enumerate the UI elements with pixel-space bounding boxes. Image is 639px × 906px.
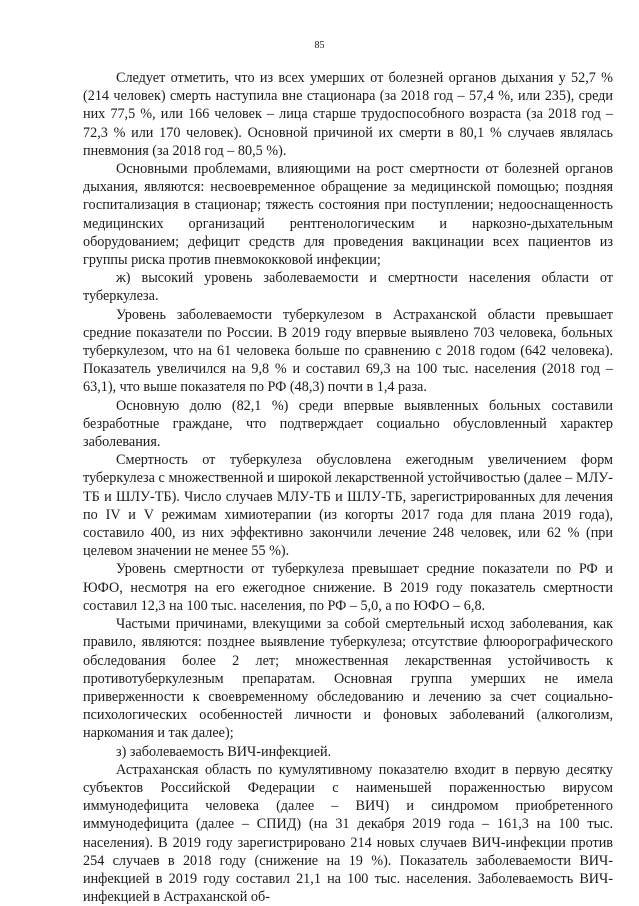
paragraph: Астраханская область по кумулятивному показателю входит в первую десятку субъектов Российской Федерации с наименьшей пораженностью вирусом иммунодефицита человека (далее – ВИЧ) и синдромом приобретенного иммунодефицита (далее – СПИД) (на 31 декабря 2019 года – 161,3 на 100 тыс. населения). В 2019 году зарегистрировано 214 новых случаев ВИЧ-инфекции против 254 случаев в 2018 году (снижение на 19 %). Показатель заболеваемости ВИЧ-инфекцией в 2019 году составил 21,1 на 100 тыс. населения. Заболеваемость ВИЧ-инфекцией в Астраханской об- — [83, 761, 613, 906]
body-text — [83, 69, 613, 906]
paragraph: Уровень смертности от туберкулеза превышает средние показатели по РФ и ЮФО, несмотря на его ежегодное снижение. В 2019 году показатель смертности составил 12,3 на 100 тыс. населения, по РФ – 5,0, а по ЮФО – 6,8. — [83, 561, 613, 614]
paragraph: Частыми причинами, влекущими за собой смертельный исход заболевания, как правило, являются: позднее выявление туберкулеза; отсутствие флюорографического обследования более 2 лет; множественная лекарственная устойчивость к противотуберкулезным препаратам. Основная группа умерших не имела приверженности к своевременному обследованию и лечению за счет социально-психологических особенностей личности и фоновых заболеваний (алкоголизм, наркомания и так далее); — [83, 616, 613, 742]
paragraph: Смертность от туберкулеза обусловлена ежегодным увеличением форм туберкулеза с множественной и широкой лекарственной устойчивостью (далее – МЛУ-ТБ и ШЛУ-ТБ). Число случаев МЛУ-ТБ и ШЛУ-ТБ, зарегистрированных для лечения по IV и V режимам химиотерапии (из когорты 2017 года для плана 2019 года), составило 400, из них эффективно закончили лечение 248 человек, или 62 % (при целевом значении не менее 55 %). — [83, 452, 613, 560]
paragraph: Уровень заболеваемости туберкулезом в Астраханской области превышает средние показатели по России. В 2019 году впервые выявлено 703 человека, больных туберкулезом, что на 61 человека больше по сравнению с 2018 годом (642 человека). Показатель увеличился на 9,8 % и составил 69,3 на 100 тыс. населения (2018 год – 63,1), что выше показателя по РФ (48,3) почти в 1,4 раза. — [83, 306, 613, 396]
paragraph: Основными проблемами, влияющими на рост смертности от болезней органов дыхания, являются: несвоевременное обращение за медицинской помощью; поздняя госпитализация в стационар; тяжесть состояния при поступлении; недооснащенность медицинских организаций рентгенологическим и наркозно-дыхательным оборудованием; дефицит средств для проведения вакцинации всех пациентов из группы риска против пневмококковой инфекции; — [83, 161, 613, 269]
paragraph: Основную долю (82,1 %) среди впервые выявленных больных составили безработные граждане, что подтверждает социально обусловленный характер заболевания. — [83, 397, 613, 451]
paragraph: з) заболеваемость ВИЧ-инфекцией. — [116, 743, 332, 760]
paragraph: Следует отметить, что из всех умерших от болезней органов дыхания у 52,7 % (214 человек) смерть наступила вне стационара (за 2018 год – 57,4 %, или 235), среди них 77,5 %, или 166 человек – лица старше трудоспособного возраста (за 2018 год – 72,3 % или 170 человек). Основной причиной их смерти в 80,1 % случаев являлась пневмония (за 2018 год – 80,5 %). — [83, 70, 613, 159]
page-number: 85 — [314, 40, 325, 51]
paragraph: ж) высокий уровень заболеваемости и смертности населения области от туберкулеза. — [83, 270, 613, 305]
